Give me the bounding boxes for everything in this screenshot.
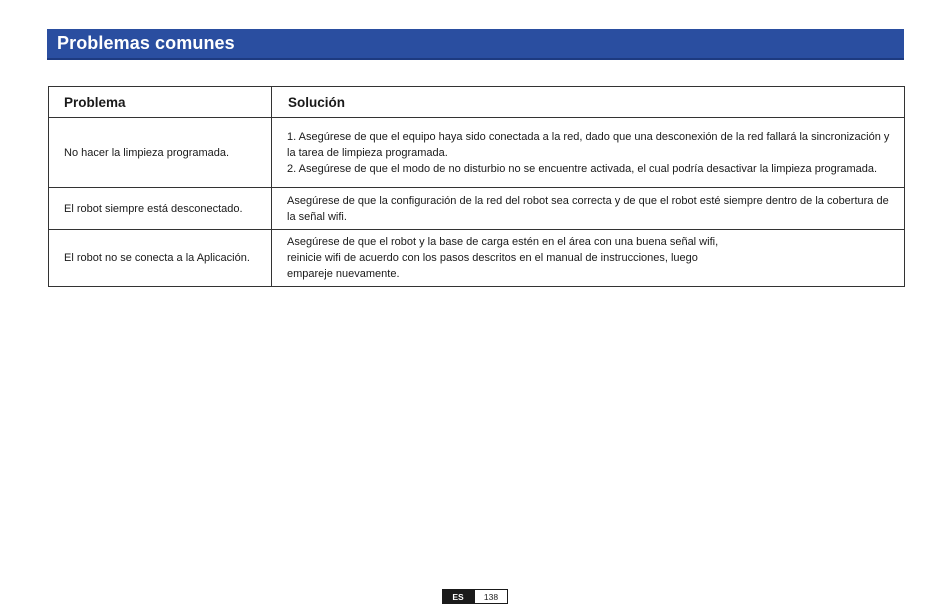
section-header-bar — [47, 29, 904, 60]
problem-cell: El robot siempre está desconectado. — [49, 188, 272, 230]
solution-line: 2. Asegúrese de que el modo de no disturbio no se encuentre activada, el cual podría desactivar la limpieza programada. — [287, 162, 878, 175]
column-header-solution: Solución — [272, 87, 905, 118]
table-header-row — [49, 87, 905, 118]
column-header-problem: Problema — [49, 87, 272, 118]
problem-cell: El robot no se conecta a la Aplicación. — [49, 230, 272, 287]
table-row — [49, 188, 905, 230]
problem-cell: No hacer la limpieza programada. — [49, 118, 272, 188]
solution-line: Asegúrese de que el robot y la base de carga estén en el área con una buena señal wifi, — [287, 236, 719, 248]
table-row — [49, 230, 905, 287]
solution-cell — [272, 118, 905, 188]
page-footer — [442, 589, 508, 604]
section-title: Problemas comunes — [57, 33, 235, 53]
solution-cell — [272, 188, 905, 230]
table-row — [49, 118, 905, 188]
solution-line: empareje nuevamente. — [287, 268, 400, 280]
solution-line: 1. Asegúrese de que el equipo haya sido conectada a la red, dado que una desconexión de la red fallará la sincronización y la tarea de limpieza programada. — [287, 130, 890, 159]
solution-line: Asegúrese de que la configuración de la red del robot sea correcta y de que el robot esté siempre dentro de la cobertura de la señal wifi. — [287, 194, 889, 223]
page-number: 138 — [474, 589, 508, 604]
solution-cell — [272, 230, 905, 287]
troubleshooting-table — [48, 86, 905, 287]
language-badge: ES — [442, 589, 474, 604]
solution-line: reinicie wifi de acuerdo con los pasos descritos en el manual de instrucciones, luego — [287, 252, 698, 264]
